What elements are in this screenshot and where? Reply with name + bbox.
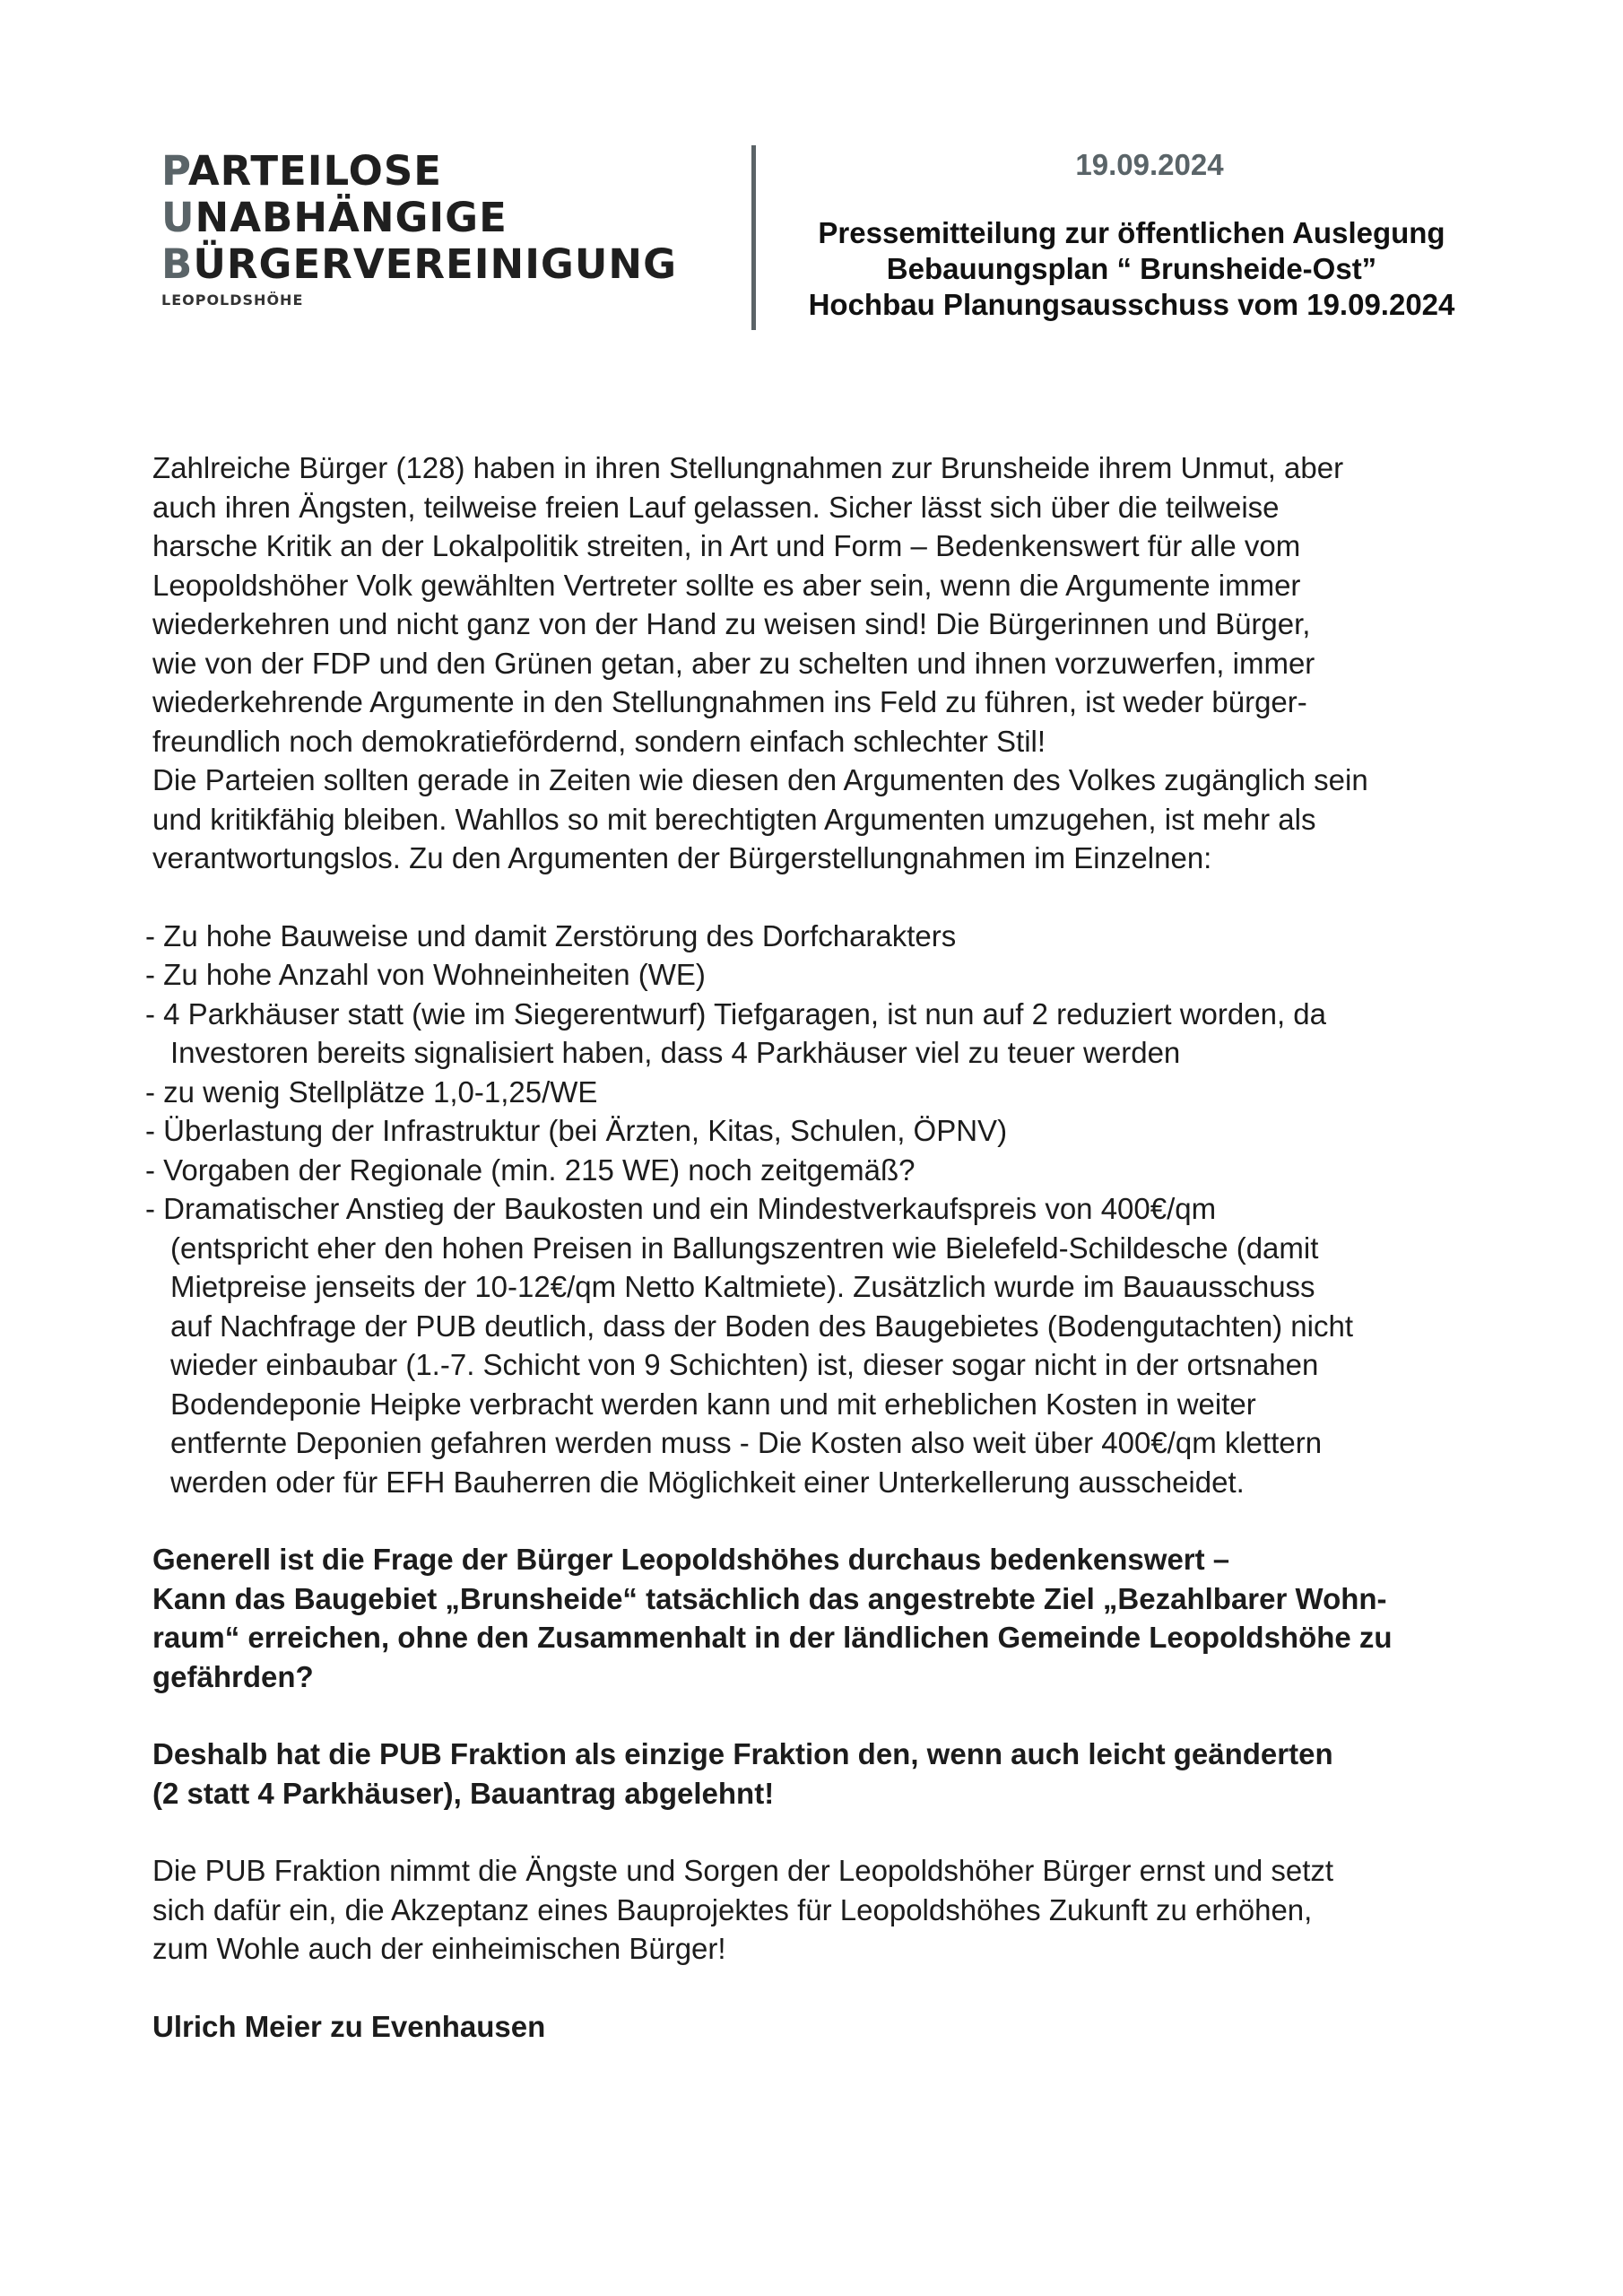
intro-paragraph [152,448,1497,878]
list-item: - zu wenig Stellplätze 1,0-1,25/WE [145,1074,598,1109]
release-title-line: Hochbau Planungsausschuss vom 19.09.2024 [808,288,1455,321]
list-item-continuation: Bodendeponie Heipke verbracht werden kann und mit erheblichen Kosten in weiter [170,1387,1256,1421]
logo-initial-b: B [161,240,194,288]
logo-subtitle: LEOPOLDSHÖHE [161,291,304,309]
closing-line: Die PUB Fraktion nimmt die Ängste und Sorgen der Leopoldshöher Bürger ernst und setzt [152,1854,1334,1887]
logo-line-2 [161,195,735,241]
question-line: gefährden? [152,1659,314,1693]
intro-line: verantwortungslos. Zu den Argumenten der Bürgerstellungnahmen im Einzelnen: [152,841,1212,874]
list-item-continuation: (entspricht eher den hohen Preisen in Ballungszentren wie Bielefeld-Schildesche (damit [170,1231,1319,1265]
list-item: - 4 Parkhäuser statt (wie im Siegerentwurf) Tiefgaragen, ist nun auf 2 reduziert worden, da [145,996,1326,1031]
logo-word-3: ÜRGERVEREINIGUNG [193,240,678,288]
intro-line: Leopoldshöher Volk gewählten Vertreter sollte es aber sein, wenn die Argumente immer [152,568,1301,602]
question-line: Kann das Baugebiet „Brunsheide“ tatsächlich das angestrebte Ziel „Bezahlbarer Wohn- [152,1581,1387,1615]
header-info [773,148,1490,323]
logo-word-2: NABHÄNGIGE [195,194,508,241]
release-title [773,215,1490,323]
list-item: - Überlastung der Infrastruktur (bei Ärzten, Kitas, Schulen, ÖPNV) [145,1114,1008,1147]
argument-list [145,917,1497,1502]
logo-line-1 [161,148,735,195]
closing-paragraph [152,1851,1497,1969]
intro-line: harsche Kritik an der Lokalpolitik streiten, in Art und Form – Bedenkenswert für alle vom [152,529,1301,562]
logo-line-3 [161,241,735,288]
logo-initial-u: U [161,194,195,241]
release-body [145,448,1497,2046]
closing-line: zum Wohle auch der einheimischen Bürger! [152,1932,726,1965]
pub-logo [161,148,735,309]
header-divider [751,145,756,330]
intro-line: auch ihren Ängsten, teilweise freien Lauf gelassen. Sicher lässt sich über die teilweise [152,490,1280,524]
list-item: - Zu hohe Bauweise und damit Zerstörung des Dorfcharakters [145,918,957,952]
intro-line: wiederkehren und nicht ganz von der Hand zu weisen sind! Die Bürgerinnen und Bürger, [152,607,1311,640]
logo-initial-p: P [161,147,188,195]
list-item-continuation: entfernte Deponien gefahren werden muss - Die Kosten also weit über 400€/qm klettern [170,1426,1323,1459]
intro-line: wie von der FDP und den Grünen getan, aber zu schelten und ihnen vorzuwerfen, immer [152,646,1315,680]
list-item-continuation: Mietpreise jenseits der 10-12€/qm Netto Kaltmiete). Zusätzlich wurde im Bauausschuss [170,1270,1315,1303]
release-title-line: Bebauungsplan “ Brunsheide-Ost” [886,252,1377,285]
signature: Ulrich Meier zu Evenhausen [152,2009,546,2043]
question-paragraph [152,1540,1497,1696]
list-item-continuation: wieder einbaubar (1.-7. Schicht von 9 Schichten) ist, dieser sogar nicht in der ortsnahen [170,1348,1319,1381]
list-item: - Vorgaben der Regionale (min. 215 WE) noch zeitgemäß? [145,1152,916,1187]
intro-line: Zahlreiche Bürger (128) haben in ihren Stellungnahmen zur Brunsheide ihrem Unmut, aber [152,451,1344,484]
list-item-continuation: auf Nachfrage der PUB deutlich, dass der Boden des Baugebietes (Bodengutachten) nicht [170,1309,1354,1343]
intro-line: wiederkehrende Argumente in den Stellungnahmen ins Feld zu führen, ist weder bürger- [152,685,1307,718]
closing-line: sich dafür ein, die Akzeptanz eines Bauprojektes für Leopoldshöhes Zukunft zu erhöhen, [152,1892,1313,1926]
intro-line: und kritikfähig bleiben. Wahllos so mit berechtigten Argumenten umzugehen, ist mehr als [152,802,1316,836]
decision-paragraph [152,1735,1497,1813]
list-item-continuation: Investoren bereits signalisiert haben, dass 4 Parkhäuser viel zu teuer werden [170,1036,1181,1069]
decision-line: Deshalb hat die PUB Fraktion als einzige Fraktion den, wenn auch leicht geänderten [152,1737,1333,1770]
decision-line: (2 statt 4 Parkhäuser), Bauantrag abgelehnt! [152,1776,775,1810]
question-line: Generell ist die Frage der Bürger Leopoldshöhes durchaus bedenkenswert – [152,1543,1230,1576]
intro-line: freundlich noch demokratiefördernd, sondern einfach schlechter Stil! [152,724,1046,758]
logo-word-1: ARTEILOSE [187,147,442,195]
list-item: - Dramatischer Anstieg der Baukosten und ein Mindestverkaufspreis von 400€/qm [145,1192,1217,1225]
release-date: 19.09.2024 [1075,148,1224,181]
list-item: - Zu hohe Anzahl von Wohneinheiten (WE) [145,958,706,991]
question-line: raum“ erreichen, ohne den Zusammenhalt in der ländlichen Gemeinde Leopoldshöhe zu [152,1621,1393,1654]
intro-line: Die Parteien sollten gerade in Zeiten wie diesen den Argumenten des Volkes zugänglich sein [152,763,1368,796]
release-title-line: Pressemitteilung zur öffentlichen Auslegung [818,216,1445,249]
list-item-continuation: werden oder für EFH Bauherren die Möglichkeit einer Unterkellerung ausscheidet. [170,1465,1245,1499]
